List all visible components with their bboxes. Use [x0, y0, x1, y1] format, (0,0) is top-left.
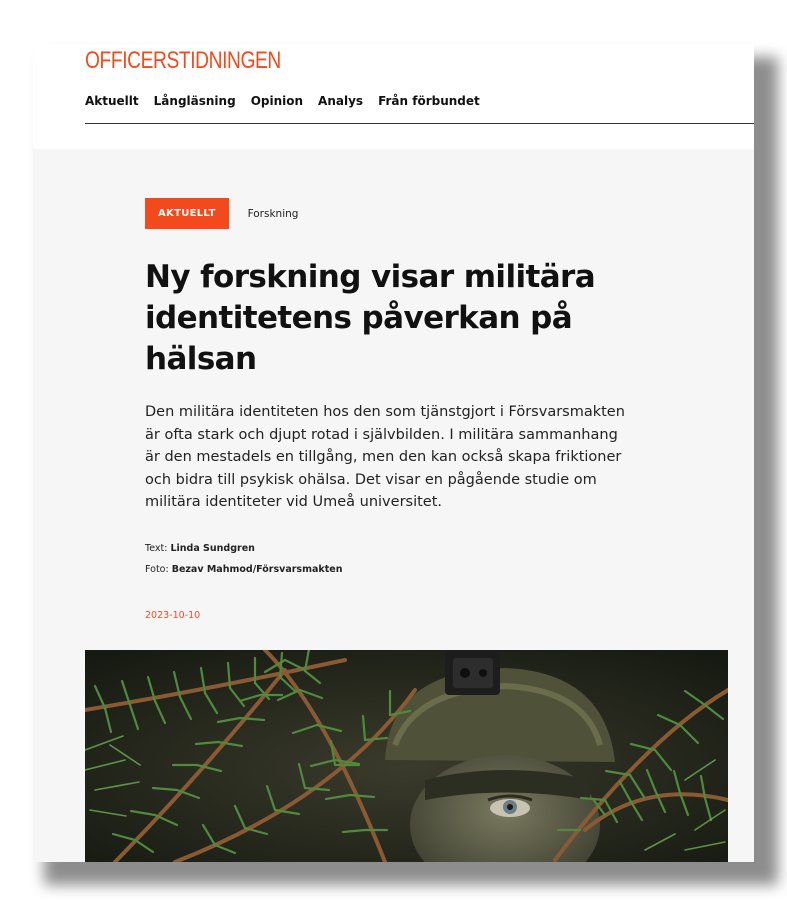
byline-photo	[145, 564, 342, 575]
byline-text-label: Text:	[145, 543, 168, 554]
nav-item-langlasning[interactable]: Långläsning	[153, 94, 236, 108]
article-page	[33, 44, 754, 862]
author-name: Linda Sundgren	[170, 543, 255, 554]
category-badge[interactable]: AKTUELLT	[145, 198, 229, 229]
byline-photo-label: Foto:	[145, 564, 169, 575]
nav-item-aktuellt[interactable]: Aktuellt	[85, 94, 139, 108]
hero-image	[85, 650, 728, 862]
nav-item-fran-forbundet[interactable]: Från förbundet	[378, 94, 480, 108]
site-header	[33, 44, 754, 149]
site-logo[interactable]: OFFICERSTIDNINGEN	[85, 47, 281, 74]
article-title: Ny forskning visar militära identitetens påverkan på hälsan	[145, 259, 596, 377]
article-lead: Den militära identiteten hos den som tjänstgjort i Försvarsmakten är ofta stark och djupt rotad i självbilden. I militära sammanhang är den mestadels en tillgång, men den kan också skapa friktioner och bidra till psykisk ohälsa. Det visar en pågående studie om militära identiteter vid Umeå universitet.	[145, 404, 625, 510]
nav-item-opinion[interactable]: Opinion	[250, 94, 304, 108]
nav-item-analys[interactable]: Analys	[318, 94, 364, 108]
soldier-camouflage-image	[85, 650, 728, 862]
photographer-name: Bezav Mahmod/Försvarsmakten	[171, 564, 343, 575]
publish-date: 2023-10-10	[145, 610, 201, 621]
main-nav	[85, 94, 495, 108]
subcategory-link[interactable]: Forskning	[247, 207, 299, 220]
nav-divider	[85, 123, 754, 124]
byline-text	[145, 543, 255, 554]
article-tags	[145, 198, 298, 229]
